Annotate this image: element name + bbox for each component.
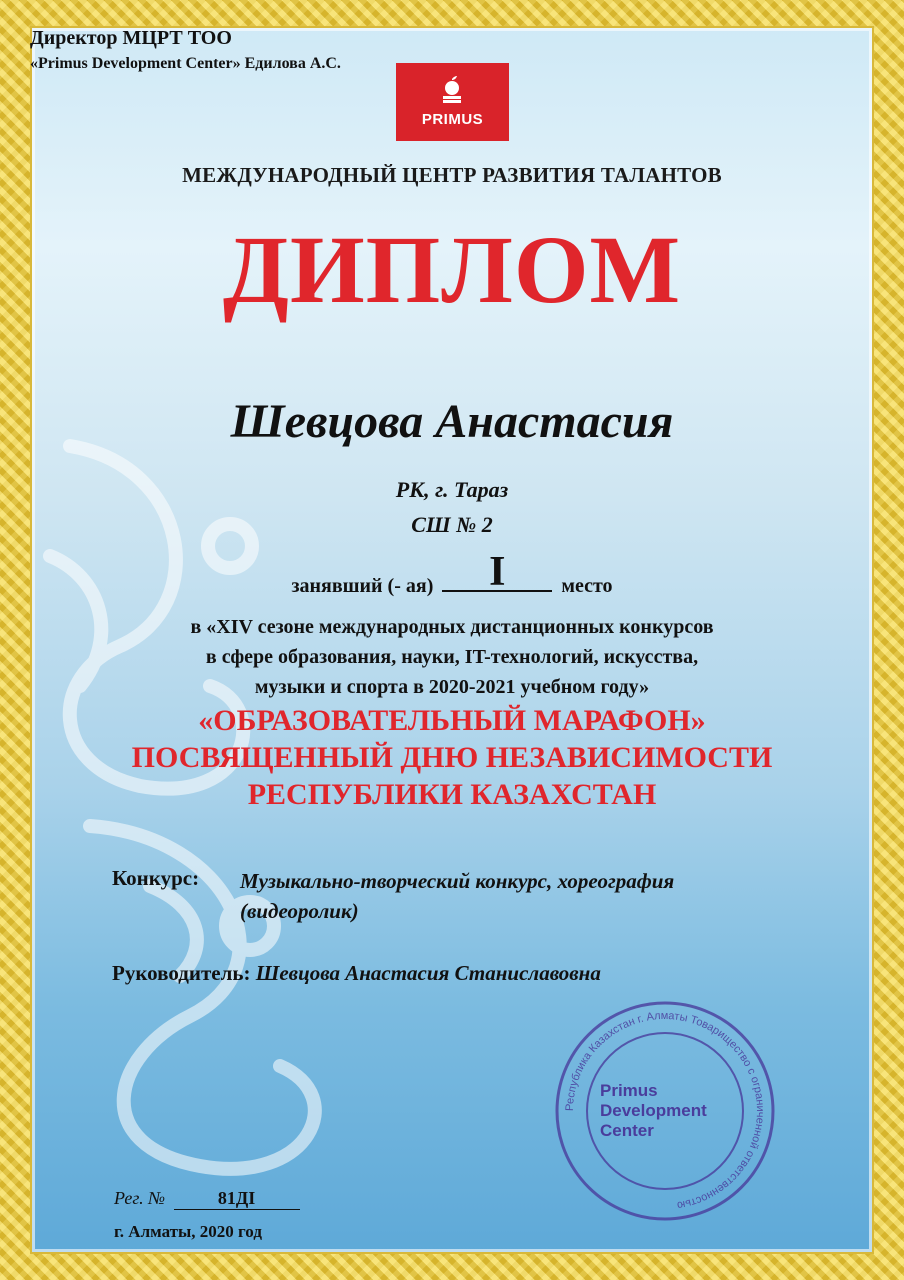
recipient-school: СШ № 2: [411, 512, 493, 537]
apple-book-icon: [442, 75, 462, 105]
certificate-body: [30, 26, 874, 1254]
registration-label: Рег. №: [114, 1188, 166, 1208]
contest-value-line: (видеоролик): [240, 899, 359, 923]
contest-value: [240, 866, 874, 926]
recipient-location: РК, г. Тараз: [395, 477, 509, 502]
stamp-ring-text: Республика Казахстан г. Алматы Товарищество с ограниченной ответственностью: [563, 1009, 767, 1212]
stamp-line: Center: [600, 1121, 654, 1140]
event-line: «ОБРАЗОВАТЕЛЬНЫЙ МАРАФОН»: [198, 704, 706, 737]
description-line: музыки и спорта в 2020-2021 учебном году»: [254, 676, 650, 698]
contest-label: Конкурс:: [112, 866, 200, 890]
competition-description: [30, 612, 874, 702]
leader-label: Руководитель:: [112, 961, 251, 985]
place-line: [30, 549, 874, 598]
place-prefix: занявший (- ая): [291, 575, 434, 597]
place-suffix: место: [561, 575, 613, 597]
registration-value: 81ДI: [174, 1188, 300, 1210]
description-line: в «XIV сезоне международных дистанционных конкурсов: [190, 616, 714, 638]
recipient-name: Шевцова Анастасия: [230, 395, 674, 448]
leader-row: [112, 961, 601, 986]
place-value: I: [489, 549, 506, 595]
director-title: Директор МЦРТ ТОО: [30, 27, 232, 49]
diploma-title: ДИПЛОМ: [222, 216, 682, 323]
place-blank: [442, 549, 552, 595]
event-line: РЕСПУБЛИКИ КАЗАХСТАН: [247, 778, 657, 811]
organization-name: МЕЖДУНАРОДНЫЙ ЦЕНТР РАЗВИТИЯ ТАЛАНТОВ: [182, 163, 722, 187]
description-line: в сфере образования, науки, IT-технологий, искусства,: [205, 646, 699, 668]
logo-text: PRIMUS: [421, 111, 484, 128]
primus-logo: [396, 63, 509, 141]
leader-value: Шевцова Анастасия Станиславовна: [255, 961, 601, 985]
registration-row: [114, 1188, 300, 1210]
official-stamp: [550, 996, 780, 1226]
stamp-line: Primus: [600, 1081, 658, 1100]
event-title: [30, 702, 874, 813]
stamp-line: Development: [600, 1101, 707, 1120]
contest-value-line: Музыкально-творческий конкурс, хореография: [240, 869, 675, 893]
director-name: «Primus Development Center» Едилова А.С.: [30, 55, 341, 72]
event-line: ПОСВЯЩЕННЫЙ ДНЮ НЕЗАВИСИМОСТИ: [131, 741, 773, 774]
city-year: г. Алматы, 2020 год: [114, 1222, 262, 1241]
